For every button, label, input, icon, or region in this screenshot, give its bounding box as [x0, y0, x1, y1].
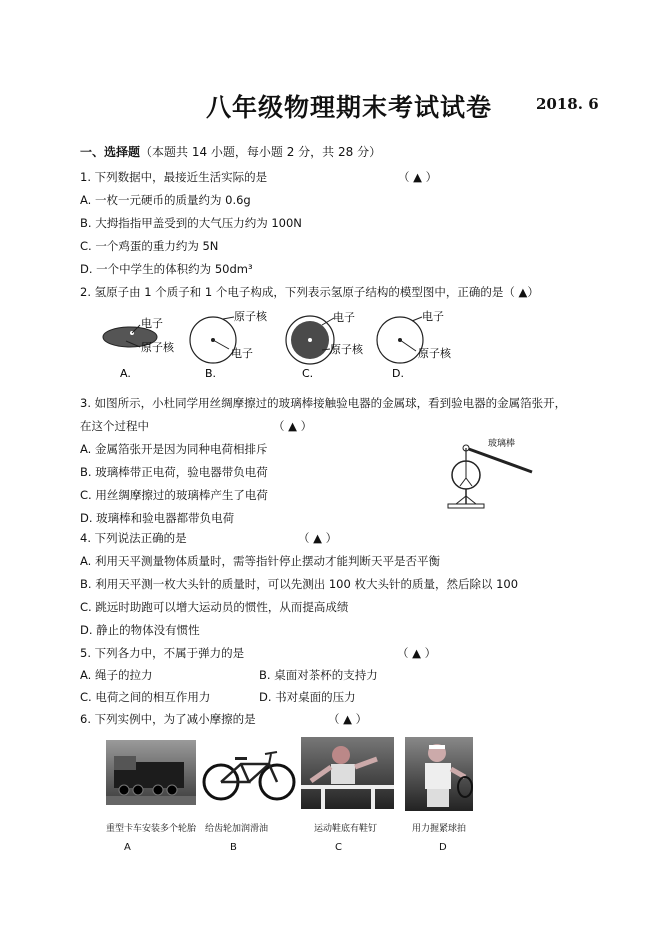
q4-option-c: C. 跳远时助跑可以增大运动员的惯性，从而提高成绩: [80, 600, 349, 614]
atom-a-label-2: 原子核: [141, 341, 174, 354]
atom-b-label-1: 原子核: [234, 310, 267, 323]
atom-d-label-1: 电子: [422, 310, 444, 323]
atom-model-b: [190, 309, 268, 380]
atom-model-a: [103, 316, 175, 380]
photo-c-caption: 运动鞋底有鞋钉: [314, 824, 378, 834]
q5-option-a: A. 绳子的拉力: [80, 668, 153, 682]
atom-model-d: [377, 309, 452, 380]
q2-stem: 2. 氢原子由 1 个质子和 1 个电子构成，下列表示氢原子结构的模型图中，正确的是（ ▲）: [80, 285, 539, 299]
photo-b-letter: B: [230, 842, 237, 853]
q3-option-a: A. 金属箔张开是因为同种电荷相排斥: [80, 442, 268, 456]
q1-option-c: C. 一个鸡蛋的重力约为 5N: [80, 239, 219, 253]
q5-answer-mark: （ ▲ ）: [397, 646, 437, 660]
tennis-player-photo: [405, 737, 473, 811]
q3-stem-line2: 在这个过程中: [80, 419, 149, 433]
q1-option-d: D. 一个中学生的体积约为 50dm³: [80, 262, 253, 276]
sprinter-photo: [301, 737, 394, 809]
section-note: （本题共 14 小题，每小题 2 分，共 28 分）: [140, 145, 382, 159]
q3-option-c: C. 用丝绸摩擦过的玻璃棒产生了电荷: [80, 488, 268, 502]
q1-option-a: A. 一枚一元硬币的质量约为 0.6g: [80, 193, 251, 207]
section-head: 一、选择题: [80, 145, 141, 159]
atom-models-figure: [96, 305, 476, 383]
photo-d-caption: 用力握紧球拍: [412, 824, 467, 834]
q4-stem: 4. 下列说法正确的是: [80, 531, 187, 545]
q5-option-d: D. 书对桌面的压力: [259, 690, 356, 704]
atom-d-letter: D.: [392, 367, 404, 380]
q4-answer-mark: （ ▲ ）: [298, 531, 338, 545]
photo-a-caption: 重型卡车安装多个轮胎: [106, 824, 197, 834]
q6-stem: 6. 下列实例中，为了减小摩擦的是: [80, 712, 256, 726]
atom-a-letter: A.: [120, 367, 131, 380]
q6-answer-mark: （ ▲ ）: [328, 712, 368, 726]
q4-option-b: B. 利用天平测一枚大头针的质量时，可以先测出 100 枚大头针的质量，然后除以 100: [80, 577, 519, 591]
bicycle-photo: [201, 744, 297, 802]
atom-model-c: [286, 310, 364, 380]
q5-option-c: C. 电荷之间的相互作用力: [80, 690, 211, 704]
glass-rod-label: 玻璃棒: [488, 439, 516, 449]
q1-answer-mark: （ ▲ ）: [398, 170, 438, 184]
electroscope-figure: [436, 432, 546, 520]
atom-c-label-2: 原子核: [330, 343, 363, 356]
atom-b-letter: B.: [205, 367, 217, 380]
section-heading: [80, 143, 381, 160]
q5-option-b: B. 桌面对茶杯的支持力: [259, 668, 378, 682]
q3-stem-line1: 3. 如图所示，小杜同学用丝绸摩擦过的玻璃棒接触验电器的金属球，看到验电器的金属箔张开，: [80, 396, 567, 410]
photo-d-letter: D: [439, 842, 447, 853]
truck-photo: [106, 740, 196, 805]
photo-a-letter: A: [124, 842, 131, 853]
q3-option-d: D. 玻璃棒和验电器都带负电荷: [80, 511, 235, 525]
q3-answer-mark: （ ▲ ）: [273, 419, 313, 433]
q1-option-b: B. 大拇指指甲盖受到的大气压力约为 100N: [80, 216, 302, 230]
q1-stem: 1. 下列数据中，最接近生活实际的是: [80, 170, 268, 184]
q3-option-b: B. 玻璃棒带正电荷，验电器带负电荷: [80, 465, 268, 479]
exam-title: 八年级物理期末考试试卷: [206, 93, 493, 122]
atom-b-label-2: 电子: [231, 347, 253, 360]
atom-c-label-1: 电子: [333, 311, 355, 324]
q5-stem: 5. 下列各力中，不属于弹力的是: [80, 646, 245, 660]
photo-c-letter: C: [335, 842, 342, 853]
q4-option-a: A. 利用天平测量物体质量时，需等指针停止摆动才能判断天平是否平衡: [80, 554, 440, 568]
exam-date: 2018. 6: [536, 95, 599, 113]
photo-b-caption: 给齿轮加润滑油: [205, 824, 269, 834]
atom-c-letter: C.: [302, 367, 314, 380]
atom-a-label-1: 电子: [141, 317, 163, 330]
q4-option-d: D. 静止的物体没有惯性: [80, 623, 200, 637]
atom-d-label-2: 原子核: [418, 347, 451, 360]
